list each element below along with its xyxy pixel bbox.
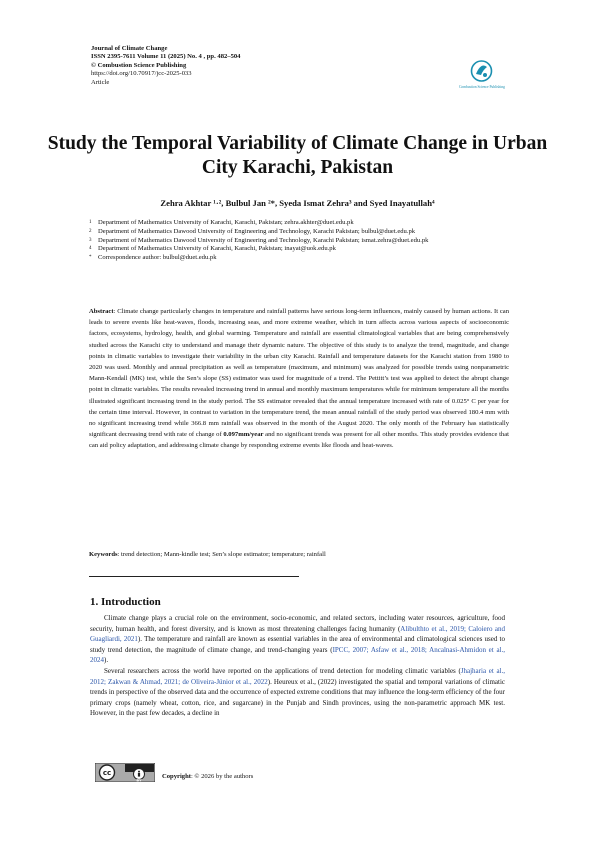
introduction-body (90, 613, 505, 719)
publisher-line: © Combustion Science Publishing (91, 61, 187, 69)
correspondence: * Correspondence author: bulbul@duet.edu.pk (89, 254, 217, 262)
intro-paragraph-2: Several researchers across the world have reported on the applications of trend detection for modeling climatic variables (Jhajharia et al., 2012; Zakwan & Ahmad, 2021; de Oliveira-Júnior et al., 2022). Heureux et al., (2022) investigated the spatial and temporal variations of climatic trends in perspective of the observed data and the occurrence of expected extreme conditions that may influence the long-term efficiency of the four primary crops (namely wheat, cotton, rice, and sugarcane) in the Punjab and Sindh provinces, using the non-parametric approach MK test. However, in the past few decades, a decline in (90, 666, 506, 718)
cc-by-license-badge[interactable] (95, 763, 155, 782)
author-list: Zehra Akhtar ¹·², Bulbul Jan ²*, Syeda Ismat Zehra³ and Syed Inayatullah⁴ (160, 198, 435, 208)
keywords-label: Keywords (89, 551, 118, 558)
cc-license-icon (95, 763, 155, 782)
abstract (89, 306, 509, 452)
affiliation-4: 4 Department of Mathematics University of Karachi, Karachi, Pakistan; inayat@uok.edu.pk (89, 245, 336, 253)
abstract-bold-value: 0.097mm/year (223, 431, 264, 439)
affiliation-2: 2 Department of Mathematics Dawood University of Engineering and Technology, Karachi Pakistan; bulbul@duet.edu.pk (89, 227, 416, 235)
issn-line: ISSN 2395-7611 Volume 11 (2025) No. 4 , pp. 482–504 (91, 53, 241, 61)
copyright-text: : © 2026 by the authors (190, 773, 254, 780)
abstract-label: Abstract (89, 308, 114, 315)
journal-header (91, 45, 240, 87)
intro-paragraph-1: Climate change plays a crucial role on the environment, socio-economic, and related sectors, including water resources, agriculture, food security, human health, and forest diversity, and is known as most threatening challenges facing humanity (Alibulthto et al., 2019; Caloiero and Guagliardi, 2021). The temperature and rainfall are known as essential variables in the area of environmental and climatological sciences used to study trend detection, the magnitude of climate change, and trend-changing years (IPCC, 2007; Asfaw et al., 2018; Ancalnasi-Ahmidon et al., 2024). (90, 614, 505, 665)
abstract-text-end: and no significant trends was present for all other months. This study provides evidence that can aid policy adaptation, and addressing climate change by responding extreme events like floods and heat-waves. (89, 431, 509, 450)
logo-text: Combustion Science Publishing (459, 85, 505, 89)
keywords-text: : trend detection; Mann-kindle test; Sen’s slope estimator; temperature; rainfall (117, 551, 326, 558)
publisher-logo-icon (459, 58, 504, 86)
abstract-text: : Climate change particularly changes in temperature and rainfall patterns have serious long-term influences, mainly caused by human actions. It can leads to severe events like heat-waves, floods, increasing seas, and more extreme weather, which in turn affects across various aspects of socioeconomic factors, ecosystems, hydrology, health, and global warming. Temperature and rainfall are essential climatological variables that are being comprehensively studied across the Karachi city to understand and manage their dynamic nature. The objective of this study is to analyze the trend, magnitude, and change points in climatic variables to investigate their variability in the urban city Karachi. Rainfall and temperature datasets for the Karachi station from 1980 to 2020 was used. Monthly and annual precipitation as well as temperature (maximum, and minimum) was analyzed for possible trends using nonparametric Mann-Kendall (MK) test, while the Sen’s slope (SS) estimator was used for magnitude of a trend. The Pettitt’s test was applied to detect the abrupt change point in climatic variables. The results revealed increasing trend in annual and monthly maximum temperatures while for minimum temperature all the months illustrated significant increasing trend in the study period. The SS estimator revealed that the annual temperature increased with rate of 0.025° C per year for the certain time interval. However, in contrast to variation in the temperature trend, the mean annual rainfall of the study period was observed 180.4 mm with no significant increasing trend while 366.8 mm rainfall was observed in the month of the August 2020. The only month of the February has statistically significant decreasing trend with rate of change of (89, 308, 509, 439)
affiliation-3: 3 Department of Mathematics Dawood University of Engineering and Technology, Karachi Pakistan; ismat.zehra@duet.edu.pk (89, 236, 429, 244)
publisher-logo (459, 58, 504, 94)
doi-link[interactable]: https://doi.org/10.70917/jcc-2025-033 (91, 70, 192, 78)
article-type: Article (91, 78, 110, 86)
affiliation-1: 1 Department of Mathematics University of Karachi, Karachi, Pakistan; zehra.akhter@duet.edu.pk (89, 219, 354, 226)
paper-title: Study the Temporal Variability of Climate Change in Urban City Karachi, Pakistan (47, 133, 548, 178)
by-label: BY (136, 778, 142, 782)
section-heading-introduction: 1. Introduction (90, 596, 161, 608)
copyright-label: Copyright (162, 773, 191, 780)
cc-label: cc (102, 769, 112, 777)
section-divider (89, 576, 299, 577)
keywords (89, 551, 509, 558)
citation-link[interactable]: Alibulthto et al., 2019; Caloiero and Guagliardi, 2021 (90, 624, 505, 644)
copyright-notice (162, 773, 253, 780)
citation-link[interactable]: Jhajharia et al., 2012; Zakwan & Ahmad, 2021; de Oliveira-Júnior et al., 2022 (90, 666, 505, 686)
citation-link[interactable]: IPCC, 2007; Asfaw et al., 2018; Ancalnasi-Ahmidon et al., 2024 (90, 645, 505, 665)
journal-name: Journal of Climate Change (91, 45, 168, 52)
affiliations (89, 219, 509, 263)
